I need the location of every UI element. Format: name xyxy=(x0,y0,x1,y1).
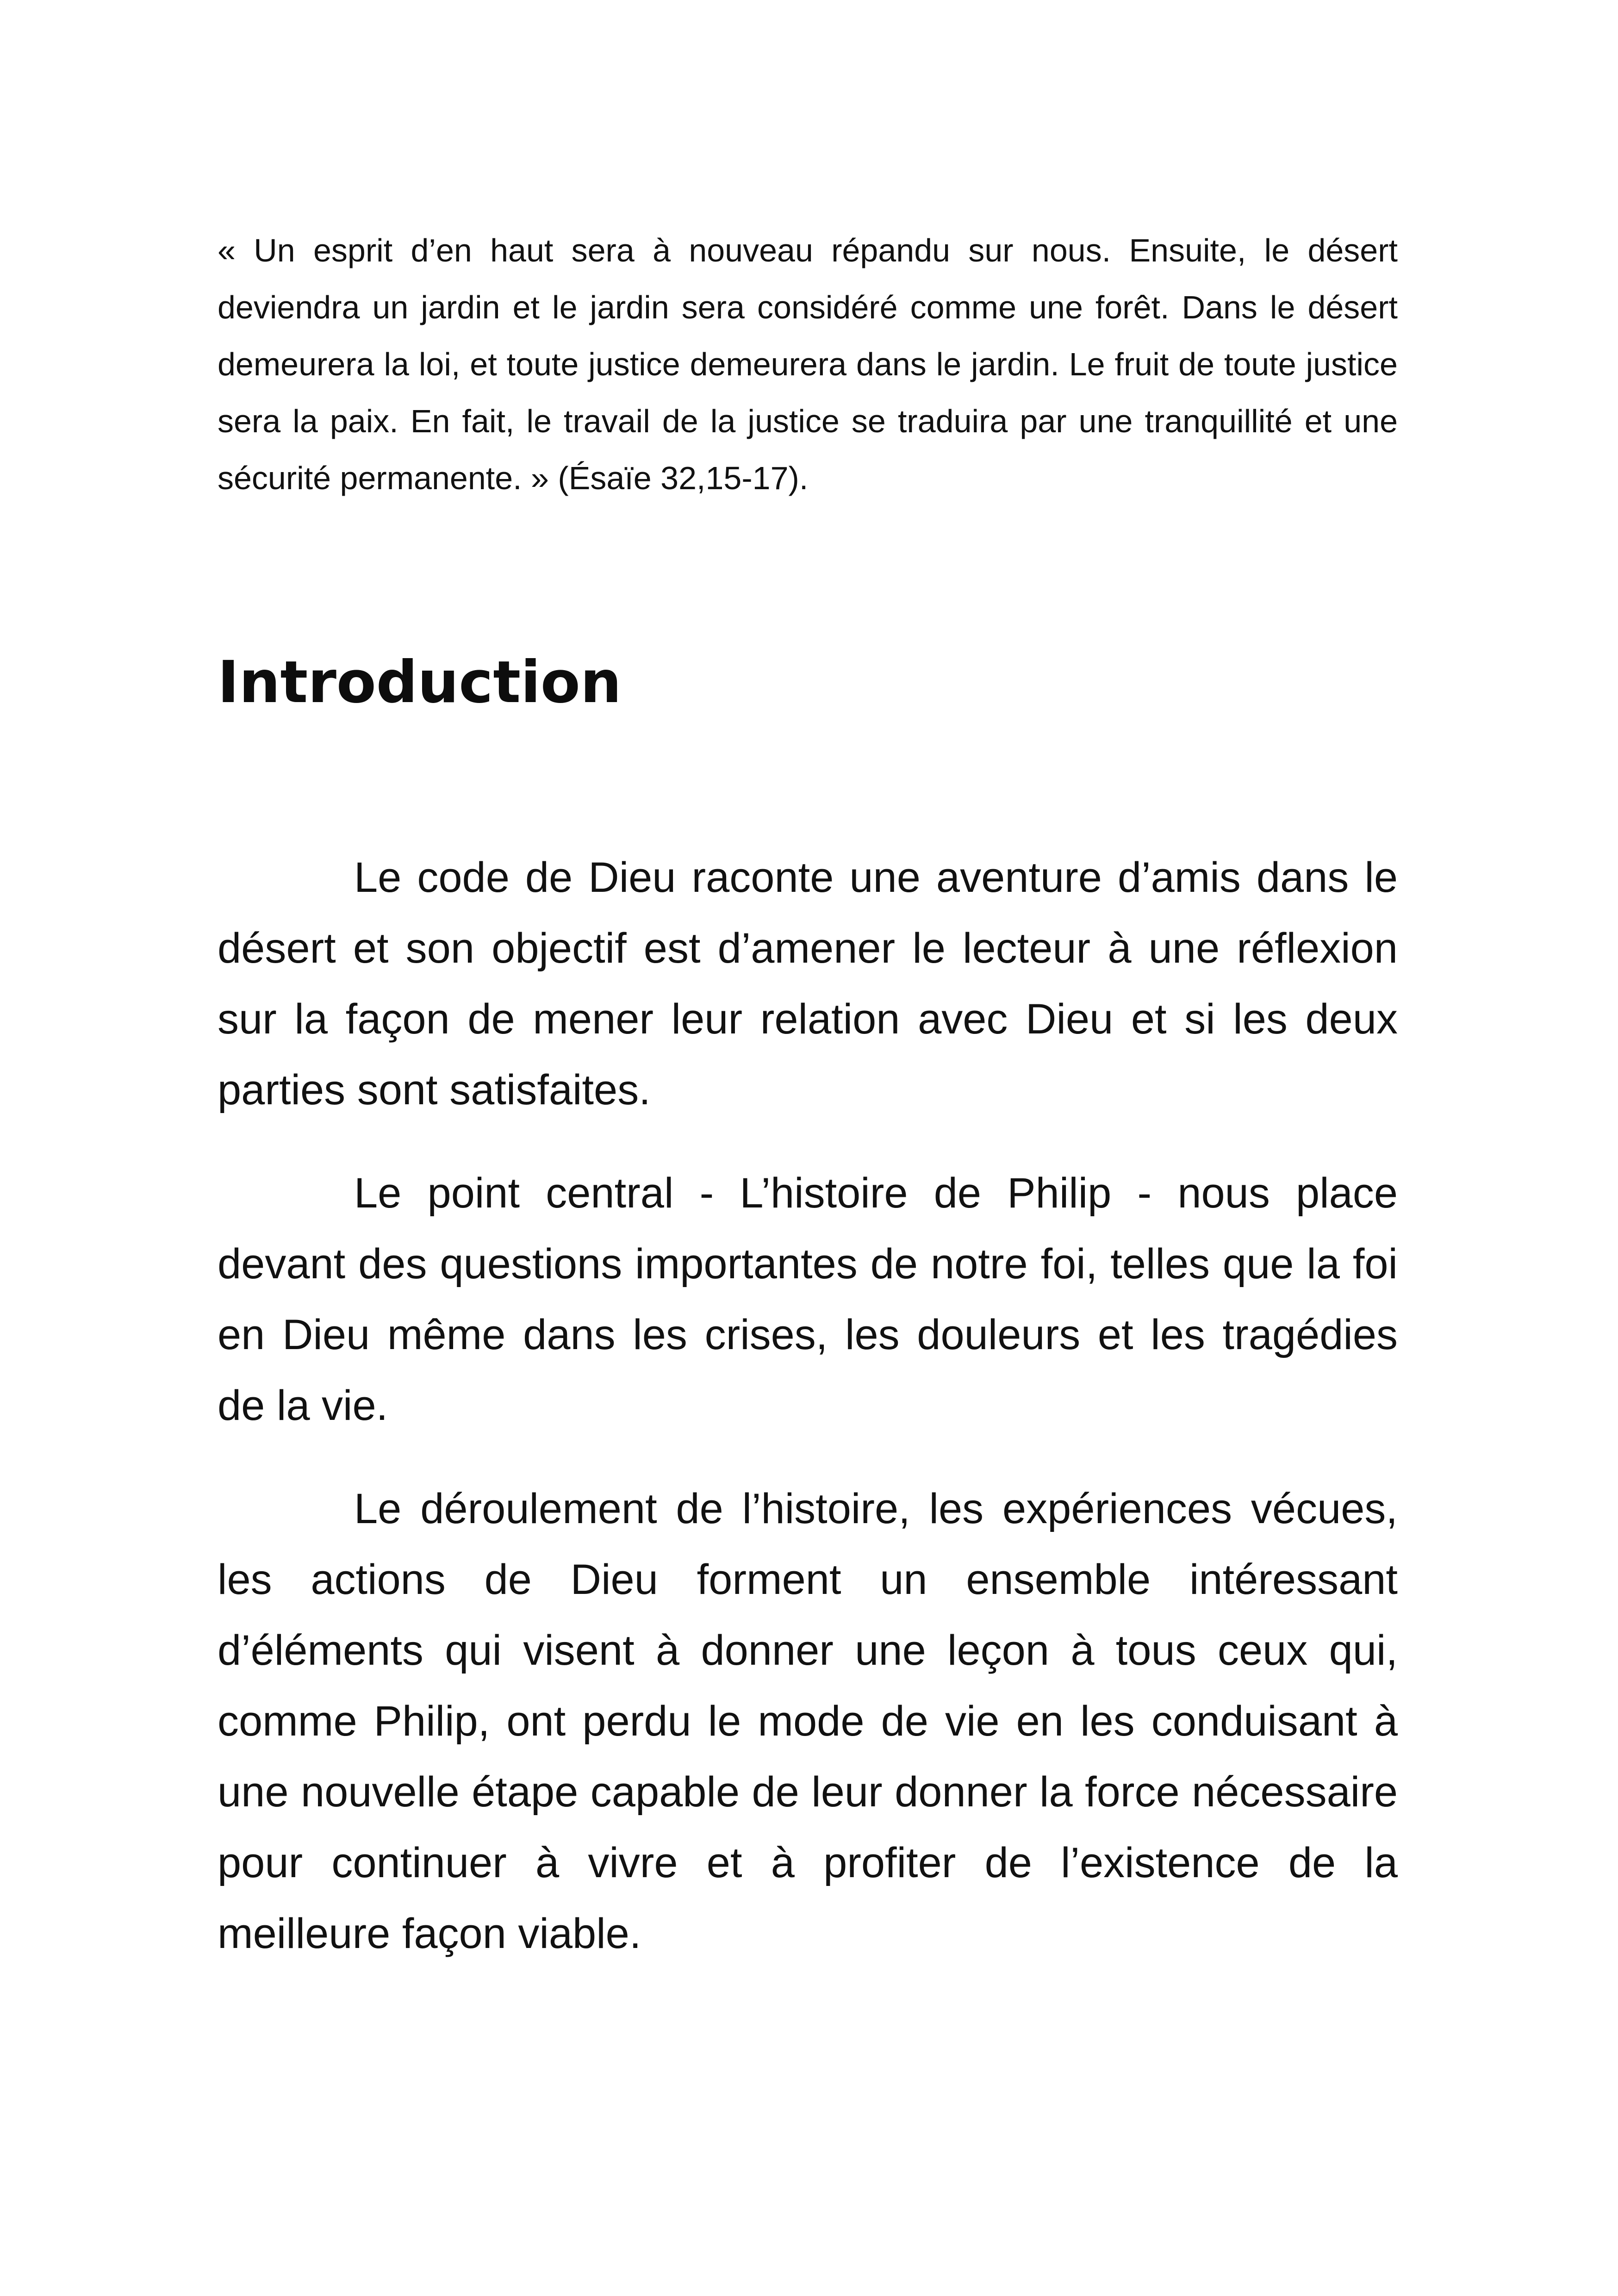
epigraph-quote: « Un esprit d’en haut sera à nouveau répandu sur nous. Ensuite, le désert deviendra un jardin et le jardin sera considéré comme une forêt. Dans le désert demeurera la loi, et toute justice demeurera dans le jardin. Le fruit de toute justice sera la paix. En fait, le travail de la justice se traduira par une tranquillité et une sécurité permanente. » (Ésaïe 32,15-17). xyxy=(218,232,1398,496)
paragraph: Le déroulement de l’histoire, les expériences vécues, les actions de Dieu forment un ensemble intéressant d’éléments qui visent à donner une leçon à tous ceux qui, comme Philip, ont perdu le mode de vie en les conduisant à une nouvelle étape capable de leur donner la force nécessaire pour continuer à vivre et à profiter de l’existence de la meilleure façon viable. xyxy=(218,1485,1398,1957)
paragraph: Le point central - L’histoire de Philip - nous place devant des questions importantes de notre foi, telles que la foi en Dieu même dans les crises, les douleurs et les tragédies de la vie. xyxy=(218,1170,1398,1429)
paragraph: Le code de Dieu raconte une aventure d’amis dans le désert et son objectif est d’amener le lecteur à une réflexion sur la façon de mener leur relation avec Dieu et si les deux parties sont satisfaites. xyxy=(218,854,1398,1114)
section-body xyxy=(218,842,1398,2002)
section-heading: Introduction xyxy=(218,649,622,716)
